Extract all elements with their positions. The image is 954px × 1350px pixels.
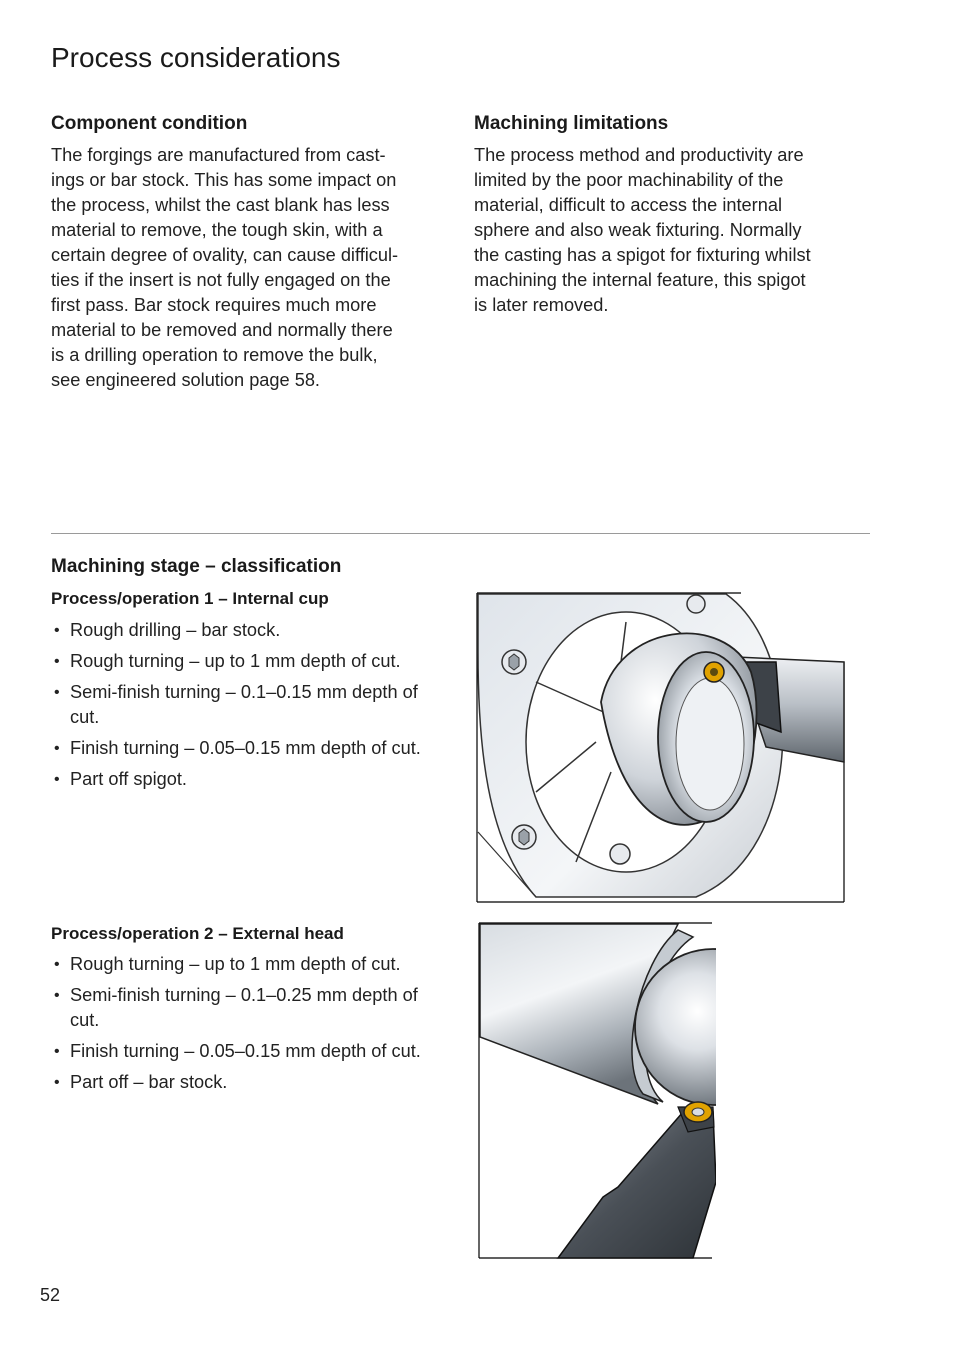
list-item <box>51 952 451 977</box>
section-divider <box>51 533 870 534</box>
bullet-glyph: • <box>54 1074 60 1091</box>
list-item <box>51 983 451 1033</box>
text-line: material to remove, the tough skin, with a <box>51 220 383 240</box>
bullet-glyph: • <box>54 622 60 639</box>
list-item-text: Finish turning – 0.05–0.15 mm depth of cut. <box>70 1041 421 1061</box>
text-line: ings or bar stock. This has some impact on <box>51 170 397 190</box>
bullet-glyph: • <box>54 987 60 1004</box>
text-line: the process, whilst the cast blank has less <box>51 195 390 215</box>
bullet-glyph: • <box>54 684 60 701</box>
list-item-text: Finish turning – 0.05–0.15 mm depth of cut. <box>70 738 421 758</box>
list-item <box>51 680 451 730</box>
bullet-glyph: • <box>54 1043 60 1060</box>
external-head-drawing <box>478 922 716 1260</box>
operation1-list <box>51 618 451 798</box>
list-item-text: Semi-finish turning – 0.1–0.25 mm depth of cut. <box>70 985 418 1030</box>
component-condition-text <box>51 143 451 393</box>
list-item <box>51 767 451 792</box>
list-item-text: Rough turning – up to 1 mm depth of cut. <box>70 651 401 671</box>
text-line: ties if the insert is not fully engaged on the <box>51 270 391 290</box>
list-item-text: Rough turning – up to 1 mm depth of cut. <box>70 954 401 974</box>
internal-cup-drawing <box>476 592 846 904</box>
operation2-list <box>51 952 451 1101</box>
text-line: The forgings are manufactured from cast- <box>51 145 386 165</box>
external-head-illustration <box>478 922 716 1260</box>
text-line: the casting has a spigot for fixturing whilst <box>474 245 811 265</box>
text-line: certain degree of ovality, can cause difficul- <box>51 245 399 265</box>
list-item-text: Part off spigot. <box>70 769 187 789</box>
list-item <box>51 649 451 674</box>
list-item-text: Semi-finish turning – 0.1–0.15 mm depth of cut. <box>70 682 418 727</box>
bullet-glyph: • <box>54 653 60 670</box>
text-line: first pass. Bar stock requires much more <box>51 295 377 315</box>
text-line: machining the internal feature, this spigot <box>474 270 806 290</box>
list-item-text: Part off – bar stock. <box>70 1072 228 1092</box>
text-line: material to be removed and normally there <box>51 320 393 340</box>
text-line: is a drilling operation to remove the bulk, <box>51 345 378 365</box>
classification-heading: Machining stage – classification <box>51 556 342 577</box>
operation1-title: Process/operation 1 – Internal cup <box>51 589 329 608</box>
bullet-glyph: • <box>54 771 60 788</box>
text-line: is later removed. <box>474 295 609 315</box>
bullet-glyph: • <box>54 740 60 757</box>
list-item <box>51 1070 451 1095</box>
internal-cup-illustration <box>476 592 846 904</box>
list-item <box>51 736 451 761</box>
operation2-title: Process/operation 2 – External head <box>51 924 344 943</box>
text-line: sphere and also weak fixturing. Normally <box>474 220 802 240</box>
list-item <box>51 1039 451 1064</box>
list-item-text: Rough drilling – bar stock. <box>70 620 281 640</box>
text-line: The process method and productivity are <box>474 145 804 165</box>
machining-limitations-heading: Machining limitations <box>474 113 669 134</box>
text-line: see engineered solution page 58. <box>51 370 320 390</box>
page-number: 52 <box>40 1285 61 1305</box>
component-condition-heading: Component condition <box>51 113 248 134</box>
list-item <box>51 618 451 643</box>
screw-icon <box>502 650 526 674</box>
bullet-glyph: • <box>54 956 60 973</box>
text-line: limited by the poor machinability of the <box>474 170 784 190</box>
machining-limitations-text <box>474 143 874 318</box>
text-line: material, difficult to access the internal <box>474 195 782 215</box>
page-title: Process considerations <box>51 42 341 73</box>
